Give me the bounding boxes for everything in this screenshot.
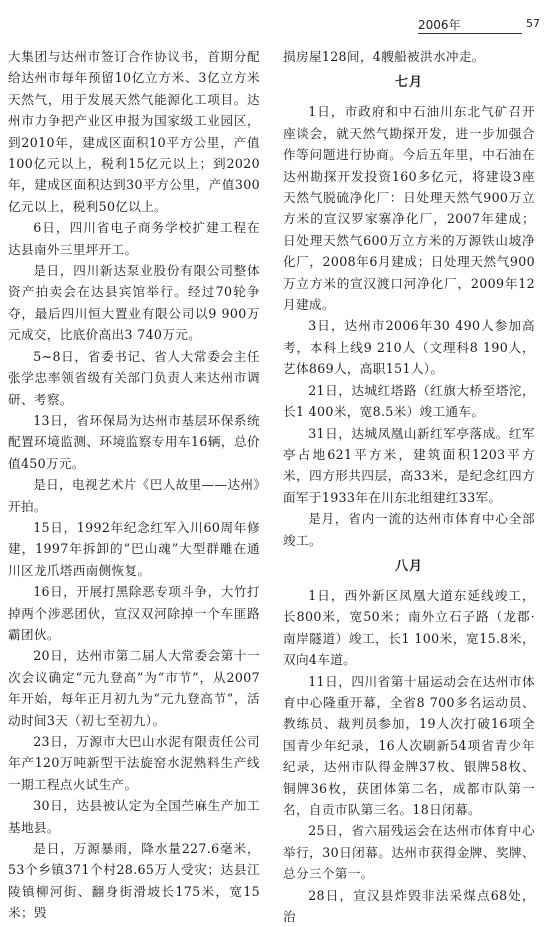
paragraph: 23日，万源市大巴山水泥有限责任公司年产120万吨新型干法旋窑水泥熟料生产线一期工程点火试生产。 <box>8 734 260 792</box>
paragraph: 28日，宣汉县炸毁非法采煤点68处，治 <box>283 887 535 925</box>
left-column <box>8 46 260 924</box>
paragraph: 11日，四川省第十届运动会在达州市体育中心隆重开幕，全省8 700多名运动员、教练员、裁判员参加，19人次打破16项全国青少年纪录，16人次刷新54项省青少年纪录，达州市队得金牌37枚、银牌58枚、铜牌36枚，获团体第二名，成都市队第一名，自贡市队第三名。18日闭幕。 <box>283 673 535 817</box>
header-rule <box>418 33 522 34</box>
paragraph: 是日，电视艺术片《巴人故里——达州》开拍。 <box>8 477 260 514</box>
section-heading-august: 八月 <box>394 558 423 574</box>
paragraph: 3日，达州市2006年30 490人参加高考，本科上线9 210人（文理科8 190人，艺体869人，高职151人）。 <box>283 318 535 377</box>
paragraph: 31日，达城凤凰山新红军亭落成。红军亭占地621平方米，建筑面积1203平方米，四方形共四层，高33米，是纪念红四方面军于1933年在川东北组建红33军。 <box>283 425 535 505</box>
paragraph: 是月，省内一流的达州市体育中心全部竣工。 <box>283 511 535 548</box>
paragraph: 是日，四川新达泵业股份有限公司整体资产拍卖会在达县宾馆举行。经过70轮争夺，最后四川恒大置业有限公司以9 900万元成交，比底价高出3 740万元。 <box>8 263 260 343</box>
paragraph: 16日，开展打黑除恶专项斗争，大竹打掉两个涉恶团伙，宣汉双河除掉一个车匪路霸团伙。 <box>8 584 260 642</box>
paragraph: 30日，达县被认定为全国苎麻生产加工基地县。 <box>8 798 260 835</box>
right-column <box>283 46 535 927</box>
paragraph: 1日，西外新区凤凰大道东延线竣工，长800米，宽50米；南外立石子路（龙郡·南岸隧道）竣工，长1 100米，宽15.8米，双向4车道。 <box>283 587 535 668</box>
paragraph: 损房屋128间，4艘船被洪水冲走。 <box>283 49 485 64</box>
paragraph: 是日，万源暴雨，降水量227.6毫米，53个乡镇371个村28.65万人受灾；达县江陵镇柳河街、翻身街滑坡长175米，宽15米；毁 <box>8 841 260 921</box>
paragraph: 13日，省环保局为达州市基层环保系统配置环境监测、环境监察专用车16辆，总价值450万元。 <box>8 412 260 471</box>
paragraph: 1日，市政府和中石油川东北气矿召开座谈会，就天然气勘探开发，进一步加强合作等问题进行协商。今后五年里，中石油在达州勘探开发投资160多亿元，将建设3座天然气脱硫净化厂：日处理天然气900万立方米的宣汉罗家寨净化厂，2007年建成；日处理天然气600万立方米的万源铁山坡净化厂，2008年6月建成；日处理天然气900万立方米的宣汉渡口河净化厂，2009年12月建成。 <box>283 104 535 313</box>
paragraph: 20日，达州市第二届人大常委会第十一次会议确定“元九登高”为“市节”，从2007年开始，每年正月初九为“元九登高节”，活动时间3天（初七至初九）。 <box>8 648 260 728</box>
header-year: 2006年 <box>418 18 461 32</box>
paragraph: 21日，达城红塔路（红旗大桥至塔沱，长1 400米，宽8.5米）竣工通车。 <box>283 382 535 420</box>
paragraph: 6日，四川省电子商务学校扩建工程在达县南外三里坪开工。 <box>8 220 260 257</box>
paragraph: 大集团与达州市签订合作协议书，首期分配给达州市每年预留10亿立方米、3亿立方米天然气，用于发展天然气能源化工项目。达州市力争把产业区申报为国家级工业园区，到2010年，建成区面积10平方公里，产值100亿元以上，税利15亿元以上；到2020年，建成区面积达到30平方公里，产值300亿元以上，税利50亿以上。 <box>8 49 260 214</box>
paragraph: 5~8日，省委书记、省人大常委会主任张学忠率领省级有关部门负责人来达州市调研、考察。 <box>8 348 260 407</box>
paragraph: 25日，省六届残运会在达州市体育中心举行，30日闭幕。达州市获得金牌、奖牌、总分三个第一。 <box>283 823 535 882</box>
page-header <box>0 0 550 40</box>
paragraph: 15日，1992年纪念红军入川60周年修建，1997年拆卸的“巴山魂”大型群雕在通川区龙爪塔西南侧恢复。 <box>8 519 260 578</box>
page-number: 57 <box>526 17 540 30</box>
section-heading-july: 七月 <box>394 75 423 91</box>
